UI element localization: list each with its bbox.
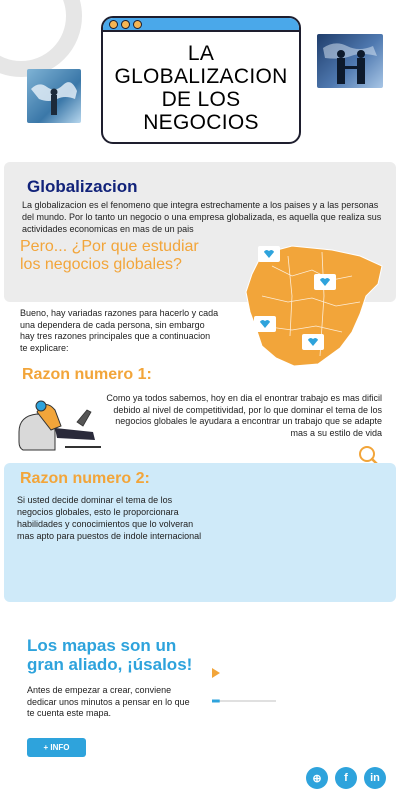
razon1-text: Como ya todos sabemos, hoy en dia el enontrar trabajo es mas dificil debido al nivel de competitividad, por lo que dominar el tema de los negocios globales le ayudara a encontrar un trabajo que se adapte mas a su estilo de vida [106,393,382,438]
linkedin-icon[interactable] [364,767,386,789]
razon1-heading: Razon numero 1: [22,366,152,383]
media-player[interactable] [208,666,280,708]
progress-fill [212,700,220,703]
globe-glyph: ⊕ [312,772,322,785]
window-dot-icon [121,20,130,29]
window-title-bar [103,18,299,32]
title-window [101,16,301,144]
person-laptop-illustration [15,392,105,456]
globalizacion-heading: Globalizacion [27,177,138,196]
window-dot-icon [109,20,118,29]
globalizacion-text: La globalizacion es el fenomeno que integra estrechamente a los paises y a las personas del mundo. Por lo tanto un negocio o una empresa globalizada, es aquella que realiza sus actividades economicas en mas de un pais [22,200,382,234]
handshake-photo [317,34,383,88]
facebook-icon[interactable] [335,767,357,789]
progress-track [212,700,276,702]
razon2-text: Si usted decide dominar el tema de los negocios globales, esto le proporcionara habilidades y conocimientos que lo volveran mas apto para puestos de indole internacional [17,495,202,541]
map-marker-icon [302,334,324,350]
globe-icon[interactable] [306,767,328,789]
decorative-ring [0,0,82,77]
map-marker-icon [258,246,280,262]
linkedin-glyph: in [370,772,380,784]
page-title: LA GLOBALIZACION DE LOS NEGOCIOS [114,42,288,134]
facebook-glyph: f [344,772,348,784]
mapas-text: Antes de empezar a crear, conviene dedicar unos minutos a pensar en lo que te cuenta este mapa. [27,685,190,718]
play-icon[interactable] [212,668,220,678]
map-marker-icon [254,316,276,332]
razon2-heading: Razon numero 2: [20,470,150,487]
pero-heading: Pero... ¿Por que estudiar los negocios globales? [20,238,199,273]
pero-text: Bueno, hay variadas razones para hacerlo y cada una dependera de cada persona, sin embargo hay tres razones principales que a continuacion te explicare: [20,308,219,353]
spain-map [232,236,392,376]
mapas-heading: Los mapas son un gran aliado, ¡úsalos! [27,636,193,674]
window-dot-icon [133,20,142,29]
map-marker-icon [314,274,336,290]
info-button[interactable]: + INFO [27,738,86,757]
world-map-businessman-photo [27,69,81,123]
